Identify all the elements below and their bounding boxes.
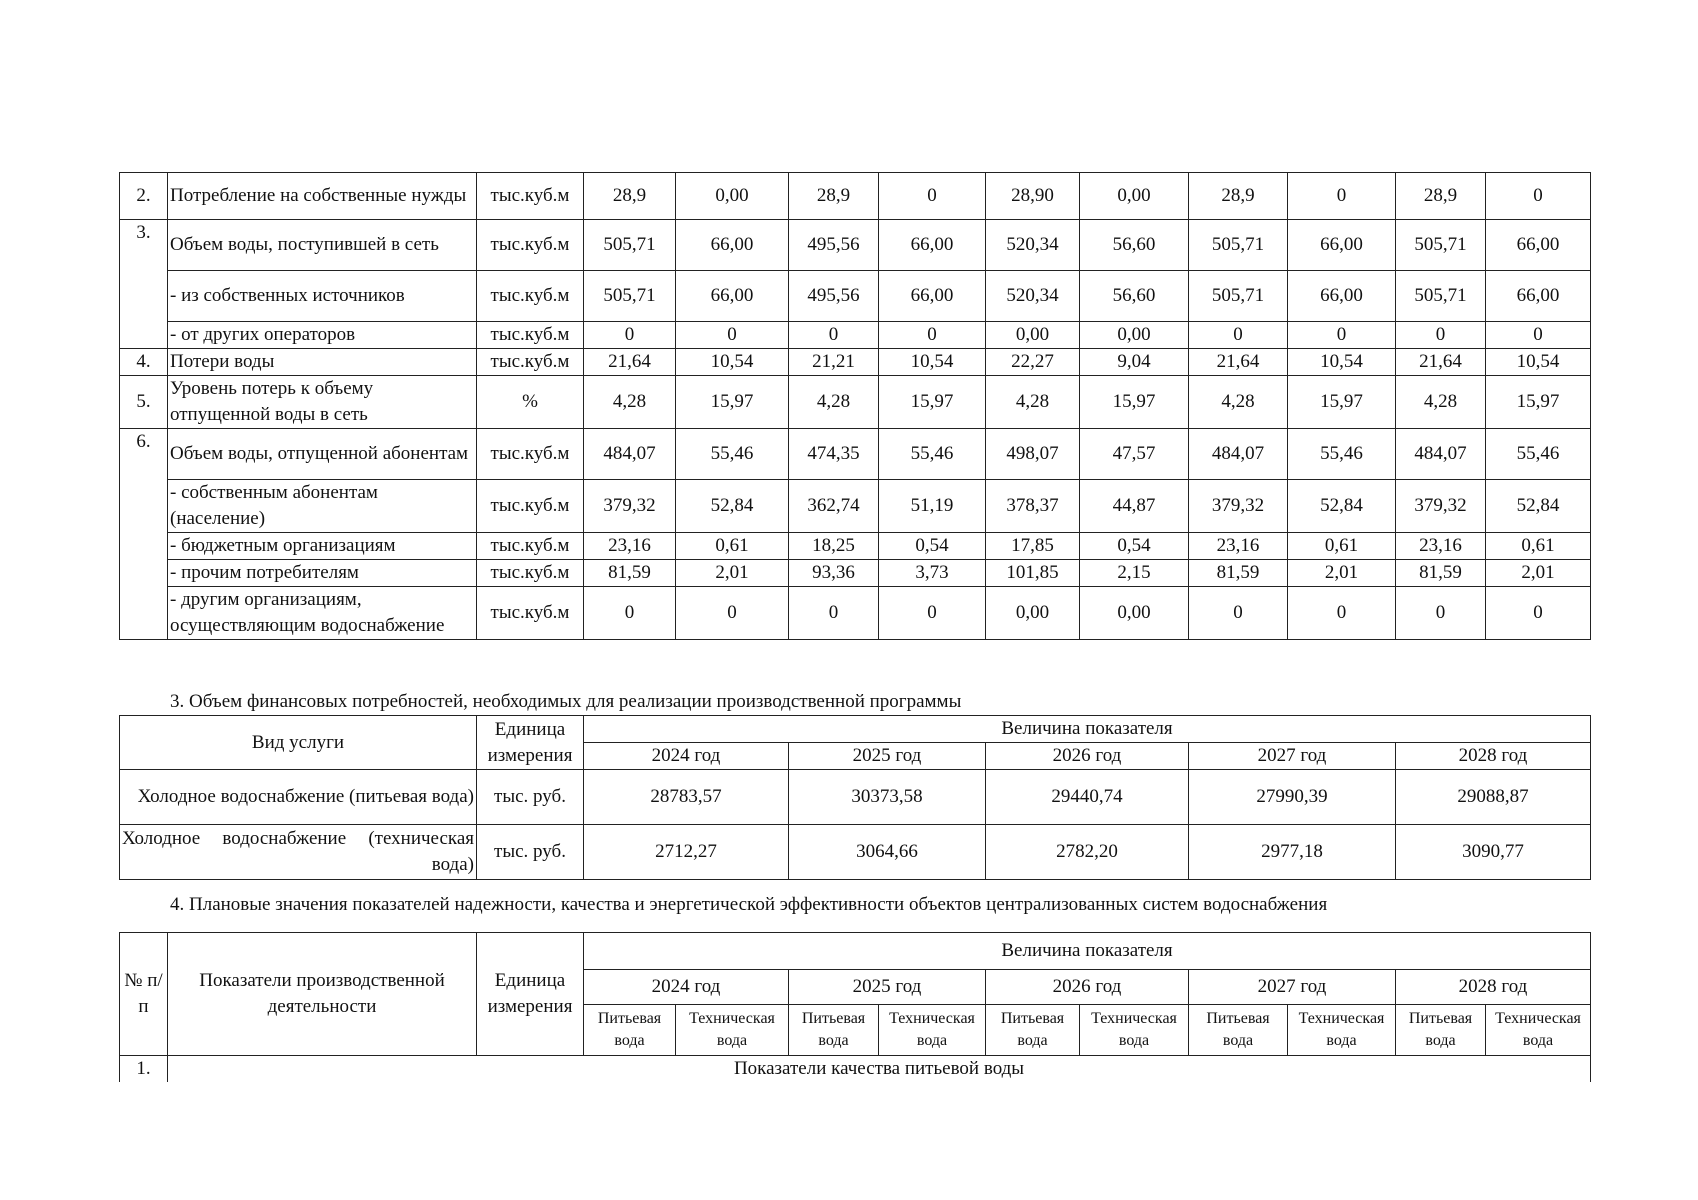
value-cell: 21,64 <box>584 349 676 376</box>
value-cell: 81,59 <box>1189 560 1288 587</box>
reliability-indicators-table <box>119 932 1591 1082</box>
value-cell: 21,64 <box>1396 349 1486 376</box>
value-cell: 66,00 <box>676 220 789 271</box>
value-cell: 0,61 <box>1486 533 1591 560</box>
service-unit: тыс. руб. <box>477 770 584 825</box>
value-cell: 66,00 <box>1288 220 1396 271</box>
value-cell: 27990,39 <box>1189 770 1396 825</box>
sub-header-drinking: Питьевая вода <box>1396 1005 1486 1056</box>
value-cell: 101,85 <box>986 560 1080 587</box>
row-unit: тыс.куб.м <box>477 322 584 349</box>
value-cell: 505,71 <box>1189 220 1288 271</box>
value-cell: 55,46 <box>676 429 789 480</box>
value-cell: 484,07 <box>1396 429 1486 480</box>
value-cell: 0 <box>1396 587 1486 640</box>
row-name: Потребление на собственные нужды <box>168 173 477 220</box>
year-header: 2026 год <box>986 970 1189 1005</box>
value-cell: 498,07 <box>986 429 1080 480</box>
year-header: 2024 год <box>584 743 789 770</box>
value-cell: 30373,58 <box>789 770 986 825</box>
value-cell: 505,71 <box>584 271 676 322</box>
value-cell: 15,97 <box>1080 376 1189 429</box>
value-cell: 0 <box>676 587 789 640</box>
year-header: 2026 год <box>986 743 1189 770</box>
value-cell: 0,61 <box>1288 533 1396 560</box>
row-name: - собственным абонентам (население) <box>168 480 477 533</box>
table-row <box>120 533 1591 560</box>
value-cell: 23,16 <box>1396 533 1486 560</box>
sub-header-technical: Техническая вода <box>879 1005 986 1056</box>
value-cell: 10,54 <box>1486 349 1591 376</box>
value-cell: 520,34 <box>986 271 1080 322</box>
value-cell: 2,01 <box>676 560 789 587</box>
value-cell: 28,90 <box>986 173 1080 220</box>
value-cell: 52,84 <box>676 480 789 533</box>
value-cell: 4,28 <box>1189 376 1288 429</box>
value-cell: 2977,18 <box>1189 825 1396 880</box>
value-cell: 0 <box>1396 322 1486 349</box>
table-row <box>120 825 1591 880</box>
value-cell: 0 <box>584 587 676 640</box>
value-cell: 23,16 <box>584 533 676 560</box>
value-cell: 0 <box>1288 587 1396 640</box>
header-value: Величина показателя <box>584 933 1591 970</box>
sub-header-technical: Техническая вода <box>1486 1005 1591 1056</box>
value-cell: 15,97 <box>879 376 986 429</box>
value-cell: 484,07 <box>1189 429 1288 480</box>
header-num: № п/п <box>120 933 168 1056</box>
value-cell: 2712,27 <box>584 825 789 880</box>
value-cell: 0 <box>1288 322 1396 349</box>
value-cell: 495,56 <box>789 220 879 271</box>
value-cell: 4,28 <box>986 376 1080 429</box>
table-row <box>120 322 1591 349</box>
value-cell: 0 <box>584 322 676 349</box>
value-cell: 29440,74 <box>986 770 1189 825</box>
sub-header-drinking: Питьевая вода <box>986 1005 1080 1056</box>
value-cell: 28783,57 <box>584 770 789 825</box>
value-cell: 379,32 <box>1396 480 1486 533</box>
value-cell: 0 <box>1486 173 1591 220</box>
value-cell: 28,9 <box>584 173 676 220</box>
value-cell: 21,21 <box>789 349 879 376</box>
row-unit: тыс.куб.м <box>477 533 584 560</box>
value-cell: 0 <box>1486 322 1591 349</box>
value-cell: 81,59 <box>1396 560 1486 587</box>
value-cell: 0 <box>676 322 789 349</box>
value-cell: 0 <box>789 322 879 349</box>
row-unit: % <box>477 376 584 429</box>
value-cell: 52,84 <box>1288 480 1396 533</box>
value-cell: 18,25 <box>789 533 879 560</box>
value-cell: 47,57 <box>1080 429 1189 480</box>
value-cell: 495,56 <box>789 271 879 322</box>
value-cell: 4,28 <box>789 376 879 429</box>
row-unit: тыс.куб.м <box>477 173 584 220</box>
year-header: 2028 год <box>1396 743 1591 770</box>
value-cell: 66,00 <box>879 220 986 271</box>
value-cell: 2782,20 <box>986 825 1189 880</box>
row-group-title: Показатели качества питьевой воды <box>168 1056 1591 1083</box>
row-name: - прочим потребителям <box>168 560 477 587</box>
table-row <box>120 173 1591 220</box>
value-cell: 3090,77 <box>1396 825 1591 880</box>
value-cell: 15,97 <box>676 376 789 429</box>
value-cell: 0,54 <box>879 533 986 560</box>
header-value: Величина показателя <box>584 716 1591 743</box>
row-num: 2. <box>120 173 168 220</box>
value-cell: 0 <box>1189 587 1288 640</box>
value-cell: 4,28 <box>1396 376 1486 429</box>
value-cell: 56,60 <box>1080 220 1189 271</box>
value-cell: 0 <box>1189 322 1288 349</box>
value-cell: 2,01 <box>1288 560 1396 587</box>
row-name: - из собственных источников <box>168 271 477 322</box>
value-cell: 0 <box>879 587 986 640</box>
value-cell: 10,54 <box>676 349 789 376</box>
sub-header-technical: Техническая вода <box>676 1005 789 1056</box>
value-cell: 2,01 <box>1486 560 1591 587</box>
row-unit: тыс.куб.м <box>477 480 584 533</box>
value-cell: 505,71 <box>1396 220 1486 271</box>
header-unit: Единица измерения <box>477 933 584 1056</box>
row-unit: тыс.куб.м <box>477 349 584 376</box>
value-cell: 93,36 <box>789 560 879 587</box>
value-cell: 55,46 <box>1288 429 1396 480</box>
value-cell: 0 <box>879 322 986 349</box>
row-num: 1. <box>120 1056 168 1083</box>
row-num: 6. <box>120 429 168 640</box>
value-cell: 28,9 <box>1396 173 1486 220</box>
table-row <box>120 429 1591 480</box>
value-cell: 505,71 <box>1396 271 1486 322</box>
row-name: - другим организациям, осуществляющим водоснабжение <box>168 587 477 640</box>
value-cell: 4,28 <box>584 376 676 429</box>
sub-header-technical: Техническая вода <box>1288 1005 1396 1056</box>
value-cell: 28,9 <box>1189 173 1288 220</box>
sub-header-drinking: Питьевая вода <box>584 1005 676 1056</box>
service-name: Холодное водоснабжение (техническая вода) <box>120 825 477 880</box>
value-cell: 28,9 <box>789 173 879 220</box>
value-cell: 0 <box>879 173 986 220</box>
row-num: 4. <box>120 349 168 376</box>
value-cell: 66,00 <box>1288 271 1396 322</box>
value-cell: 379,32 <box>584 480 676 533</box>
service-name: Холодное водоснабжение (питьевая вода) <box>120 770 477 825</box>
financial-needs-table <box>119 715 1591 880</box>
table-row <box>120 770 1591 825</box>
value-cell: 0 <box>1288 173 1396 220</box>
section-3-title: 3. Объем финансовых потребностей, необходимых для реализации производственной программы <box>170 691 962 712</box>
value-cell: 0,61 <box>676 533 789 560</box>
row-name: Объем воды, отпущенной абонентам <box>168 429 477 480</box>
year-header: 2025 год <box>789 970 986 1005</box>
value-cell: 56,60 <box>1080 271 1189 322</box>
table-row <box>120 376 1591 429</box>
sub-header-drinking: Питьевая вода <box>789 1005 879 1056</box>
value-cell: 15,97 <box>1288 376 1396 429</box>
value-cell: 66,00 <box>1486 271 1591 322</box>
value-cell: 10,54 <box>1288 349 1396 376</box>
header-unit: Единица измерения <box>477 716 584 770</box>
value-cell: 378,37 <box>986 480 1080 533</box>
row-unit: тыс.куб.м <box>477 560 584 587</box>
value-cell: 44,87 <box>1080 480 1189 533</box>
row-unit: тыс.куб.м <box>477 220 584 271</box>
value-cell: 29088,87 <box>1396 770 1591 825</box>
value-cell: 66,00 <box>1486 220 1591 271</box>
value-cell: 3064,66 <box>789 825 986 880</box>
value-cell: 0 <box>789 587 879 640</box>
value-cell: 484,07 <box>584 429 676 480</box>
value-cell: 81,59 <box>584 560 676 587</box>
value-cell: 10,54 <box>879 349 986 376</box>
value-cell: 9,04 <box>1080 349 1189 376</box>
value-cell: 51,19 <box>879 480 986 533</box>
value-cell: 17,85 <box>986 533 1080 560</box>
value-cell: 0,00 <box>676 173 789 220</box>
table-row <box>120 587 1591 640</box>
table-row <box>120 220 1591 271</box>
sub-header-drinking: Питьевая вода <box>1189 1005 1288 1056</box>
section-4-title: 4. Плановые значения показателей надежности, качества и энергетической эффективности объектов централизованных систем водоснабжения <box>170 894 1328 915</box>
header-service: Вид услуги <box>120 716 477 770</box>
value-cell: 66,00 <box>676 271 789 322</box>
year-header: 2025 год <box>789 743 986 770</box>
value-cell: 362,74 <box>789 480 879 533</box>
value-cell: 520,34 <box>986 220 1080 271</box>
year-header: 2028 год <box>1396 970 1591 1005</box>
row-name: - от других операторов <box>168 322 477 349</box>
value-cell: 0,00 <box>1080 173 1189 220</box>
value-cell: 0,00 <box>1080 322 1189 349</box>
production-indicators-table <box>119 172 1591 640</box>
table-row <box>120 271 1591 322</box>
year-header: 2024 год <box>584 970 789 1005</box>
value-cell: 15,97 <box>1486 376 1591 429</box>
row-unit: тыс.куб.м <box>477 271 584 322</box>
sub-header-technical: Техническая вода <box>1080 1005 1189 1056</box>
row-unit: тыс.куб.м <box>477 587 584 640</box>
value-cell: 52,84 <box>1486 480 1591 533</box>
value-cell: 505,71 <box>1189 271 1288 322</box>
header-indicator: Показатели производственной деятельности <box>168 933 477 1056</box>
row-num: 3. <box>120 220 168 349</box>
value-cell: 66,00 <box>879 271 986 322</box>
row-name: Объем воды, поступившей в сеть <box>168 220 477 271</box>
value-cell: 21,64 <box>1189 349 1288 376</box>
row-name: Потери воды <box>168 349 477 376</box>
value-cell: 22,27 <box>986 349 1080 376</box>
row-name: Уровень потерь к объему отпущенной воды в сеть <box>168 376 477 429</box>
value-cell: 0,00 <box>1080 587 1189 640</box>
value-cell: 55,46 <box>1486 429 1591 480</box>
table-row <box>120 349 1591 376</box>
row-num: 5. <box>120 376 168 429</box>
value-cell: 2,15 <box>1080 560 1189 587</box>
year-header: 2027 год <box>1189 970 1396 1005</box>
value-cell: 0,00 <box>986 322 1080 349</box>
value-cell: 474,35 <box>789 429 879 480</box>
value-cell: 3,73 <box>879 560 986 587</box>
row-name: - бюджетным организациям <box>168 533 477 560</box>
service-unit: тыс. руб. <box>477 825 584 880</box>
value-cell: 0,00 <box>986 587 1080 640</box>
value-cell: 505,71 <box>584 220 676 271</box>
value-cell: 23,16 <box>1189 533 1288 560</box>
table-row <box>120 480 1591 533</box>
value-cell: 379,32 <box>1189 480 1288 533</box>
year-header: 2027 год <box>1189 743 1396 770</box>
value-cell: 55,46 <box>879 429 986 480</box>
row-unit: тыс.куб.м <box>477 429 584 480</box>
table-row <box>120 560 1591 587</box>
value-cell: 0 <box>1486 587 1591 640</box>
value-cell: 0,54 <box>1080 533 1189 560</box>
